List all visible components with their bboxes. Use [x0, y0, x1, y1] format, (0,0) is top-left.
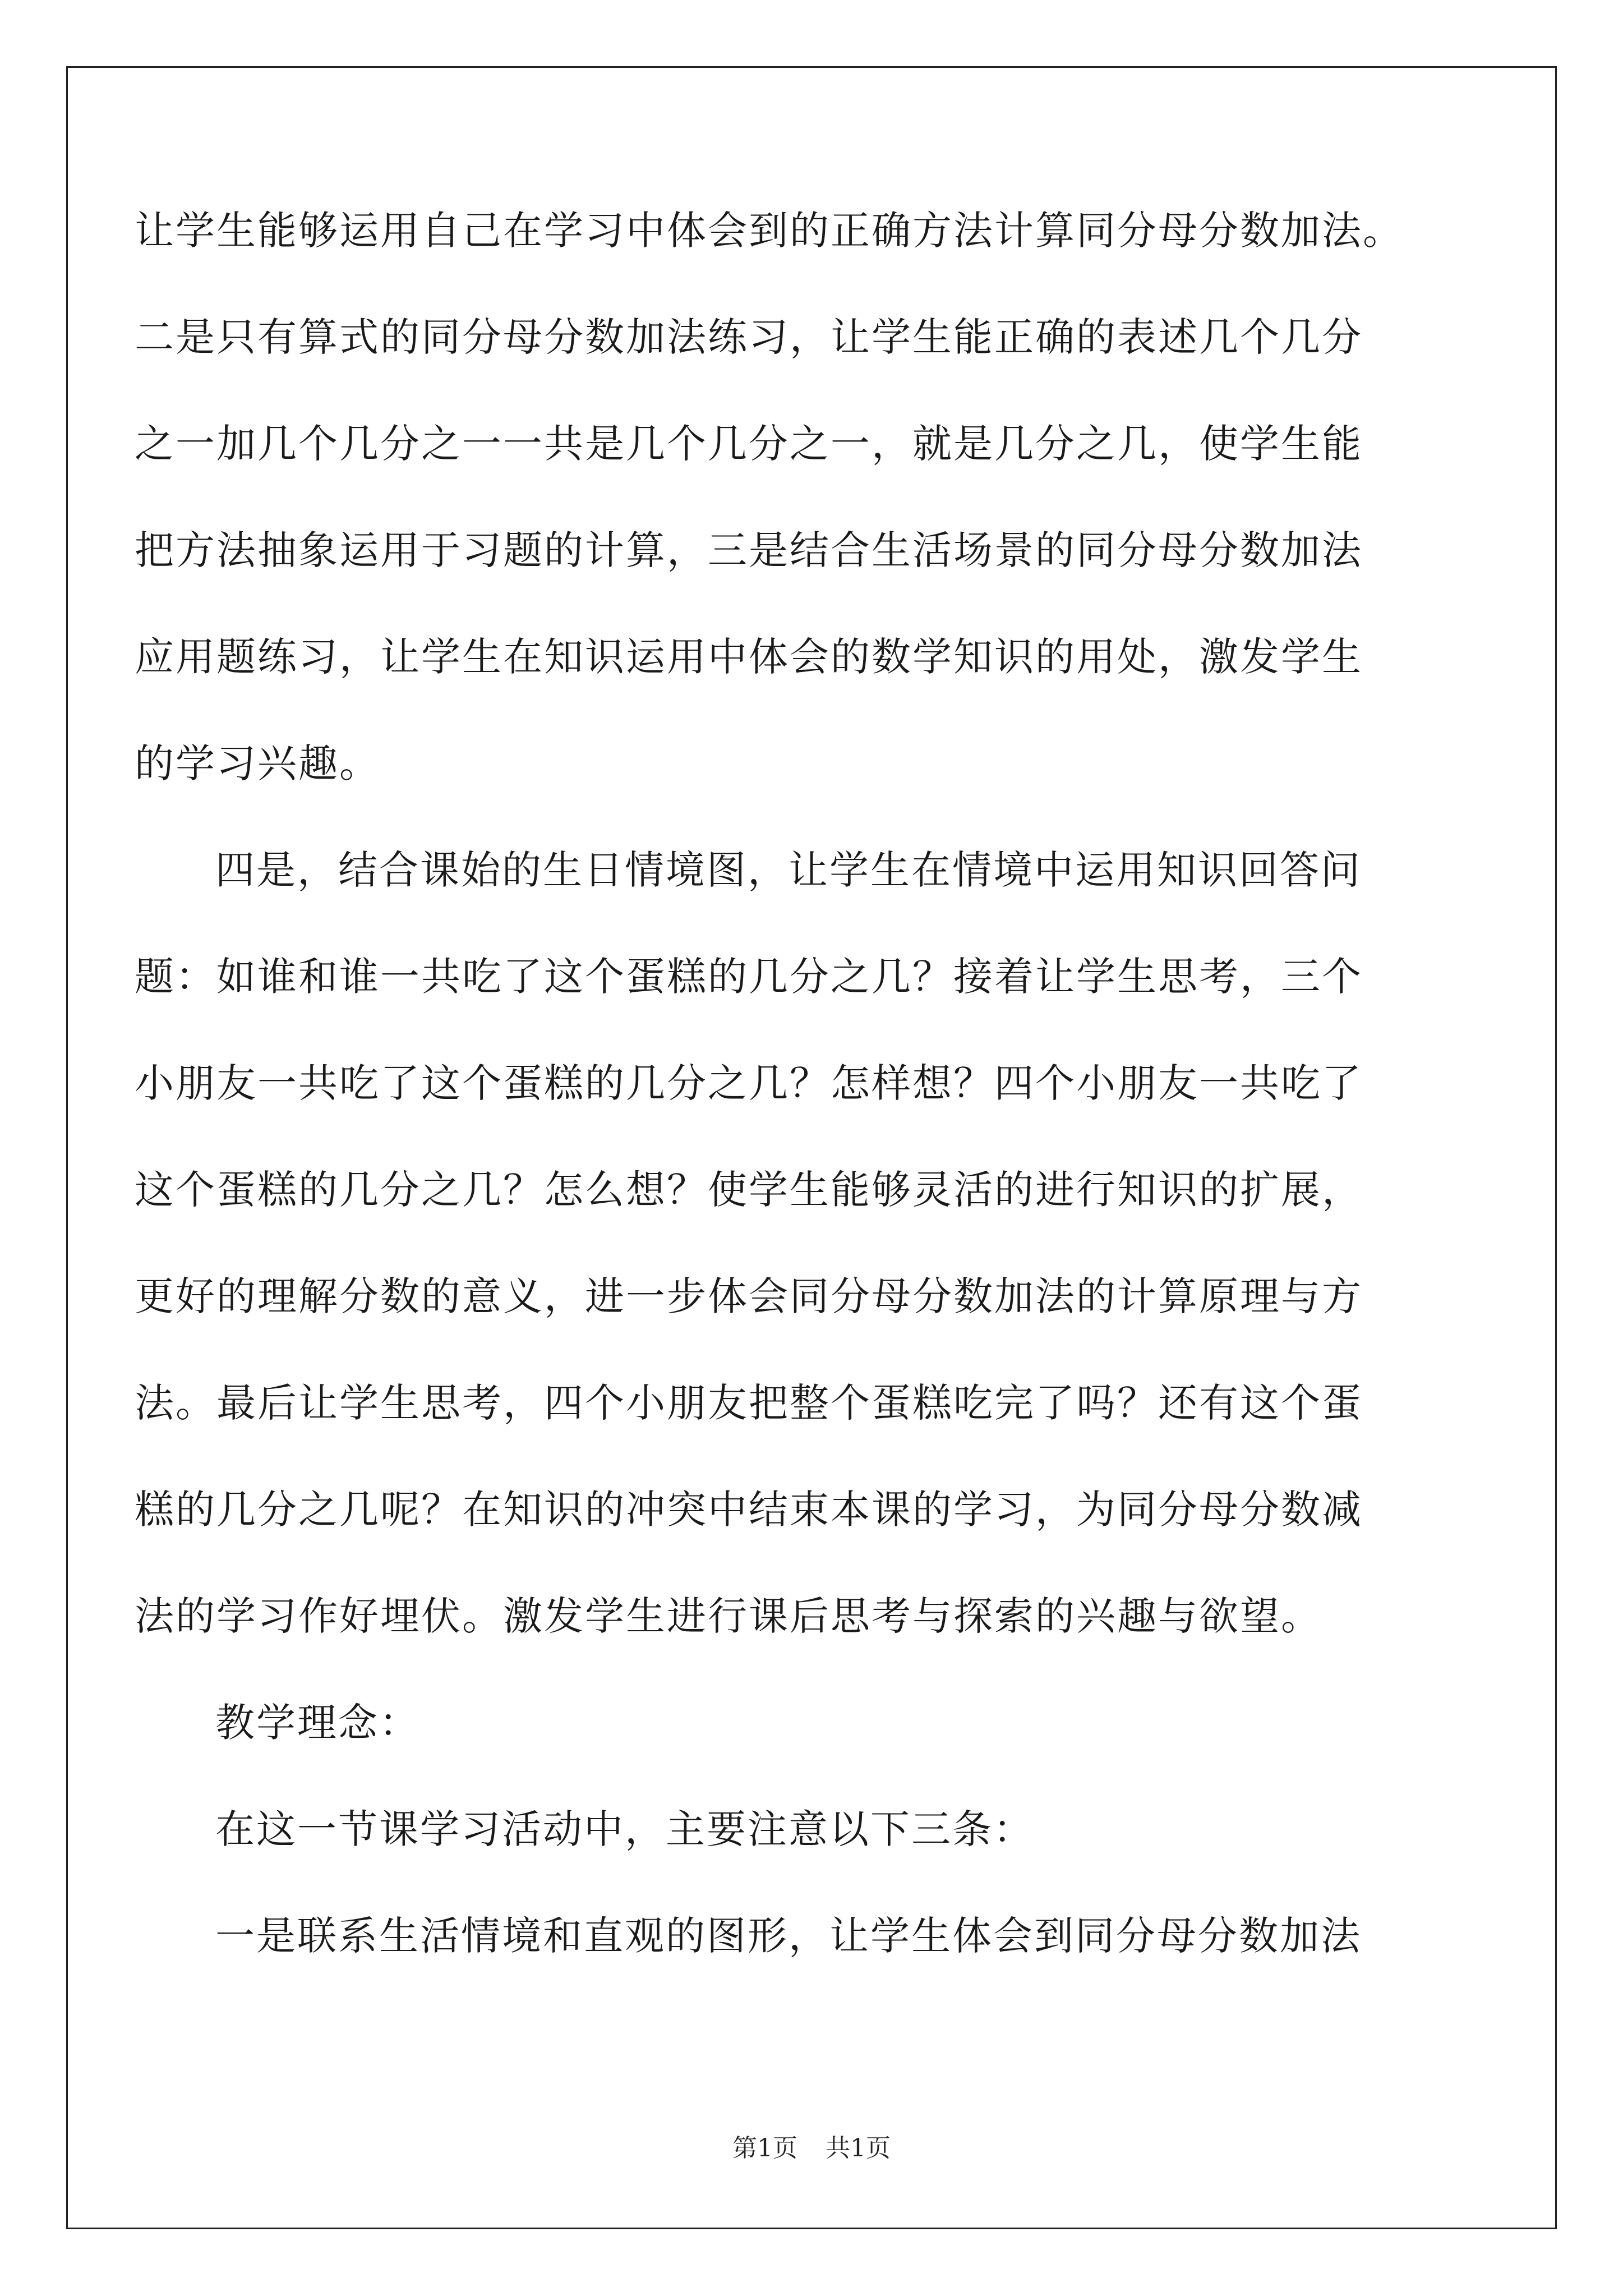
page-total: 共1页: [826, 2134, 891, 2162]
text-line-13: 糕的几分之几呢？在知识的冲突中结束本课的学习，为同分母分数减: [135, 1487, 1363, 1533]
text-line-7: 四是，结合课始的生日情境图，让学生在情境中运用知识回答问: [215, 847, 1362, 893]
text-line-11: 更好的理解分数的意义，进一步体会同分母分数加法的计算原理与方: [135, 1273, 1363, 1319]
page-number: 第1页: [732, 2134, 797, 2162]
text-line-17: 一是联系生活情境和直观的图形，让学生体会到同分母分数加法: [215, 1913, 1362, 1959]
page-border: [66, 66, 1557, 2229]
text-line-9: 小朋友一共吃了这个蛋糕的几分之几？怎样想？四个小朋友一共吃了: [135, 1060, 1363, 1106]
section-heading: 教学理念：: [215, 1700, 420, 1746]
page-footer: [0, 2132, 1623, 2165]
text-line-4: 把方法抽象运用于习题的计算，三是结合生活场景的同分母分数加法: [135, 527, 1363, 573]
text-line-6: 的学习兴趣。: [135, 740, 380, 786]
text-line-10: 这个蛋糕的几分之几？怎么想？使学生能够灵活的进行知识的扩展，: [135, 1167, 1363, 1213]
text-line-12: 法。最后让学生思考，四个小朋友把整个蛋糕吃完了吗？还有这个蛋: [135, 1380, 1363, 1426]
text-line-16: 在这一节课学习活动中，主要注意以下三条：: [215, 1806, 1034, 1852]
text-line-3: 之一加几个几分之一一共是几个几分之一，就是几分之几，使学生能: [135, 421, 1363, 467]
text-line-5: 应用题练习，让学生在知识运用中体会的数学知识的用处，激发学生: [135, 634, 1363, 680]
text-line-8: 题：如谁和谁一共吃了这个蛋糕的几分之几？接着让学生思考，三个: [135, 954, 1363, 1000]
text-line-1: 让学生能够运用自己在学习中体会到的正确方法计算同分母分数加法。: [135, 208, 1404, 254]
text-line-14: 法的学习作好埋伏。激发学生进行课后思考与探索的兴趣与欲望。: [135, 1593, 1322, 1639]
text-line-2: 二是只有算式的同分母分数加法练习，让学生能正确的表述几个几分: [135, 314, 1363, 360]
